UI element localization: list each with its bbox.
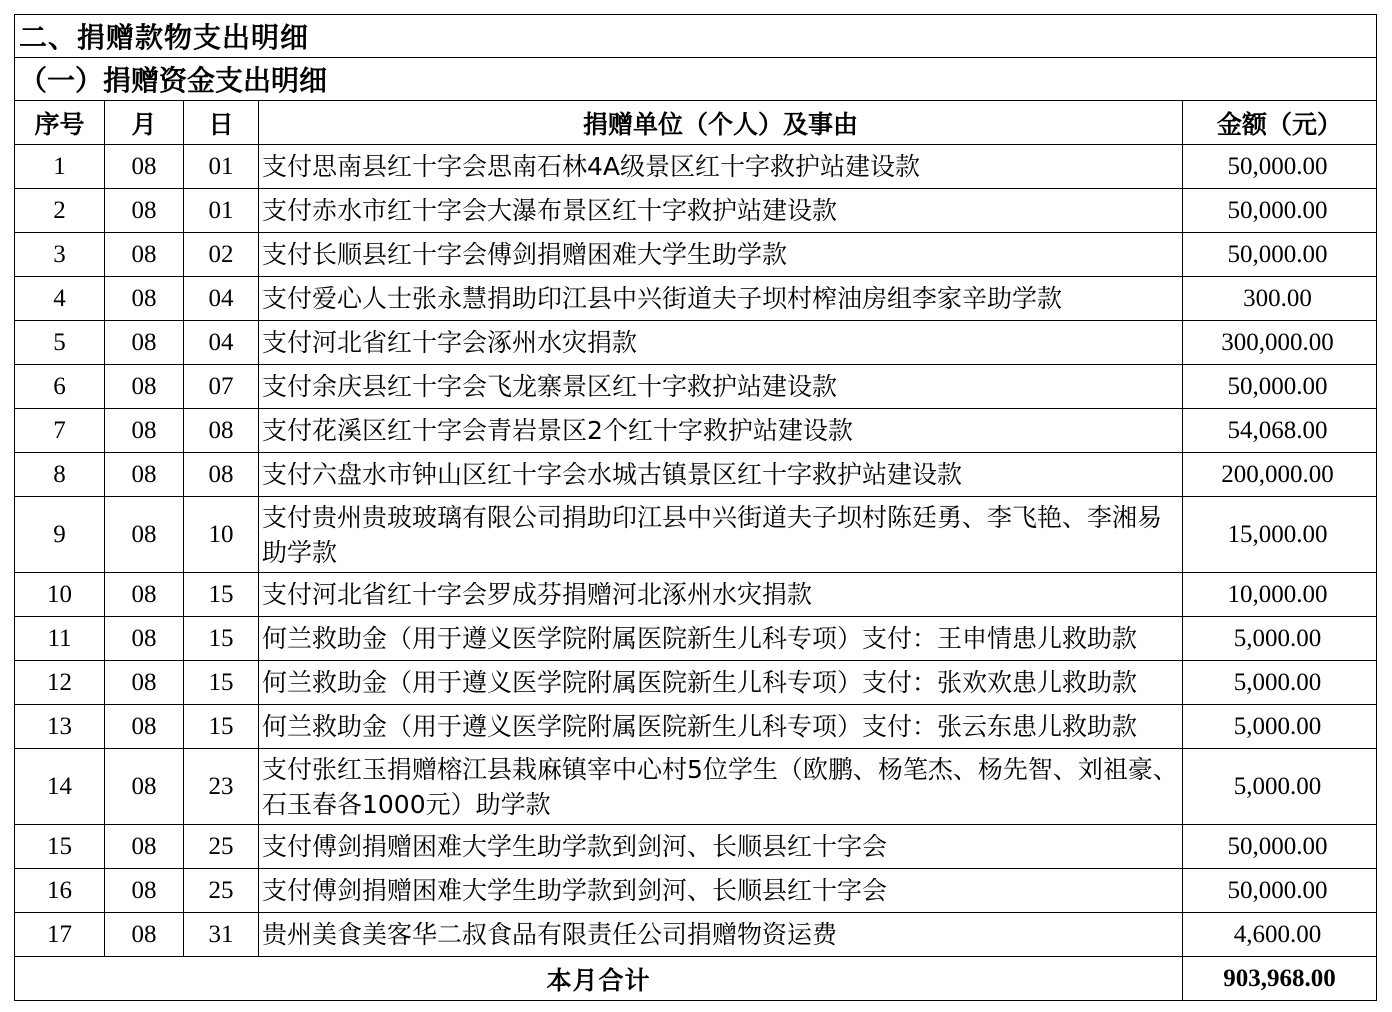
cell-amount: 4,600.00 [1183,913,1377,957]
cell-day: 15 [184,661,259,705]
cell-seq: 10 [15,573,105,617]
cell-month: 08 [105,825,184,869]
table-row [15,453,1377,497]
table-row [15,661,1377,705]
cell-day: 31 [184,913,259,957]
cell-seq: 7 [15,409,105,453]
table-row [15,145,1377,189]
cell-amount: 50,000.00 [1183,145,1377,189]
cell-month: 08 [105,321,184,365]
cell-month: 08 [105,705,184,749]
table-row [15,825,1377,869]
table-row [15,913,1377,957]
cell-amount: 50,000.00 [1183,233,1377,277]
cell-desc: 支付长顺县红十字会傅剑捐赠困难大学生助学款 [259,233,1183,277]
cell-desc: 支付花溪区红十字会青岩景区2个红十字救护站建设款 [259,409,1183,453]
cell-desc: 何兰救助金（用于遵义医学院附属医院新生儿科专项）支付：张云东患儿救助款 [259,705,1183,749]
table-header-row [15,101,1377,145]
cell-amount: 5,000.00 [1183,661,1377,705]
table-row [15,869,1377,913]
cell-seq: 8 [15,453,105,497]
cell-day: 15 [184,705,259,749]
cell-seq: 13 [15,705,105,749]
cell-amount: 10,000.00 [1183,573,1377,617]
cell-seq: 12 [15,661,105,705]
cell-seq: 5 [15,321,105,365]
subsection-title-row [15,58,1377,101]
cell-desc: 支付河北省红十字会涿州水灾捐款 [259,321,1183,365]
cell-desc: 何兰救助金（用于遵义医学院附属医院新生儿科专项）支付：王申情患儿救助款 [259,617,1183,661]
cell-desc: 支付爱心人士张永慧捐助印江县中兴街道夫子坝村榨油房组李家辛助学款 [259,277,1183,321]
table-row [15,189,1377,233]
cell-seq: 15 [15,825,105,869]
cell-seq: 2 [15,189,105,233]
cell-month: 08 [105,497,184,573]
total-row [15,957,1377,1001]
cell-month: 08 [105,661,184,705]
table-row [15,617,1377,661]
total-amount: 903,968.00 [1183,957,1377,1001]
cell-day: 04 [184,277,259,321]
cell-amount: 5,000.00 [1183,617,1377,661]
cell-seq: 6 [15,365,105,409]
column-header-seq: 序号 [15,101,105,145]
table-row [15,573,1377,617]
cell-day: 01 [184,145,259,189]
cell-desc: 支付河北省红十字会罗成芬捐赠河北涿州水灾捐款 [259,573,1183,617]
section-title: 二、捐赠款物支出明细 [15,15,1377,58]
cell-desc: 支付张红玉捐赠榕江县栽麻镇宰中心村5位学生（欧鹏、杨笔杰、杨先智、刘祖豪、石玉春各1000元）助学款 [259,749,1183,825]
cell-month: 08 [105,617,184,661]
cell-amount: 50,000.00 [1183,189,1377,233]
cell-desc: 支付余庆县红十字会飞龙寨景区红十字救护站建设款 [259,365,1183,409]
table-row [15,233,1377,277]
cell-amount: 15,000.00 [1183,497,1377,573]
cell-amount: 300.00 [1183,277,1377,321]
cell-seq: 4 [15,277,105,321]
cell-seq: 1 [15,145,105,189]
column-header-desc: 捐赠单位（个人）及事由 [259,101,1183,145]
section-title-row [15,15,1377,58]
cell-desc: 支付贵州贵玻玻璃有限公司捐助印江县中兴街道夫子坝村陈廷勇、李飞艳、李湘易助学款 [259,497,1183,573]
cell-seq: 14 [15,749,105,825]
cell-month: 08 [105,869,184,913]
cell-month: 08 [105,453,184,497]
cell-desc: 贵州美食美客华二叔食品有限责任公司捐赠物资运费 [259,913,1183,957]
cell-amount: 50,000.00 [1183,825,1377,869]
cell-amount: 5,000.00 [1183,749,1377,825]
cell-day: 25 [184,825,259,869]
cell-seq: 9 [15,497,105,573]
cell-day: 07 [184,365,259,409]
cell-amount: 50,000.00 [1183,869,1377,913]
cell-day: 15 [184,573,259,617]
cell-amount: 200,000.00 [1183,453,1377,497]
cell-day: 02 [184,233,259,277]
table-row [15,705,1377,749]
donation-expense-table [14,14,1377,1001]
cell-seq: 17 [15,913,105,957]
cell-desc: 支付赤水市红十字会大瀑布景区红十字救护站建设款 [259,189,1183,233]
column-header-amount: 金额（元） [1183,101,1377,145]
cell-day: 08 [184,453,259,497]
cell-day: 25 [184,869,259,913]
cell-month: 08 [105,913,184,957]
cell-day: 08 [184,409,259,453]
table-row [15,365,1377,409]
subsection-title: （一）捐赠资金支出明细 [15,58,1377,101]
cell-desc: 何兰救助金（用于遵义医学院附属医院新生儿科专项）支付：张欢欢患儿救助款 [259,661,1183,705]
cell-month: 08 [105,365,184,409]
cell-month: 08 [105,409,184,453]
table-row [15,409,1377,453]
cell-month: 08 [105,233,184,277]
cell-day: 04 [184,321,259,365]
cell-seq: 16 [15,869,105,913]
cell-day: 23 [184,749,259,825]
cell-month: 08 [105,573,184,617]
cell-day: 01 [184,189,259,233]
cell-seq: 11 [15,617,105,661]
cell-desc: 支付傅剑捐赠困难大学生助学款到剑河、长顺县红十字会 [259,869,1183,913]
table-row [15,321,1377,365]
column-header-day: 日 [184,101,259,145]
cell-desc: 支付六盘水市钟山区红十字会水城古镇景区红十字救护站建设款 [259,453,1183,497]
cell-seq: 3 [15,233,105,277]
cell-amount: 300,000.00 [1183,321,1377,365]
cell-month: 08 [105,277,184,321]
table-row [15,497,1377,573]
cell-amount: 5,000.00 [1183,705,1377,749]
cell-day: 10 [184,497,259,573]
cell-desc: 支付思南县红十字会思南石林4A级景区红十字救护站建设款 [259,145,1183,189]
cell-month: 08 [105,189,184,233]
table-row [15,749,1377,825]
column-header-month: 月 [105,101,184,145]
table-row [15,277,1377,321]
cell-amount: 50,000.00 [1183,365,1377,409]
cell-amount: 54,068.00 [1183,409,1377,453]
cell-month: 08 [105,145,184,189]
cell-day: 15 [184,617,259,661]
cell-month: 08 [105,749,184,825]
cell-desc: 支付傅剑捐赠困难大学生助学款到剑河、长顺县红十字会 [259,825,1183,869]
total-label: 本月合计 [15,957,1183,1001]
